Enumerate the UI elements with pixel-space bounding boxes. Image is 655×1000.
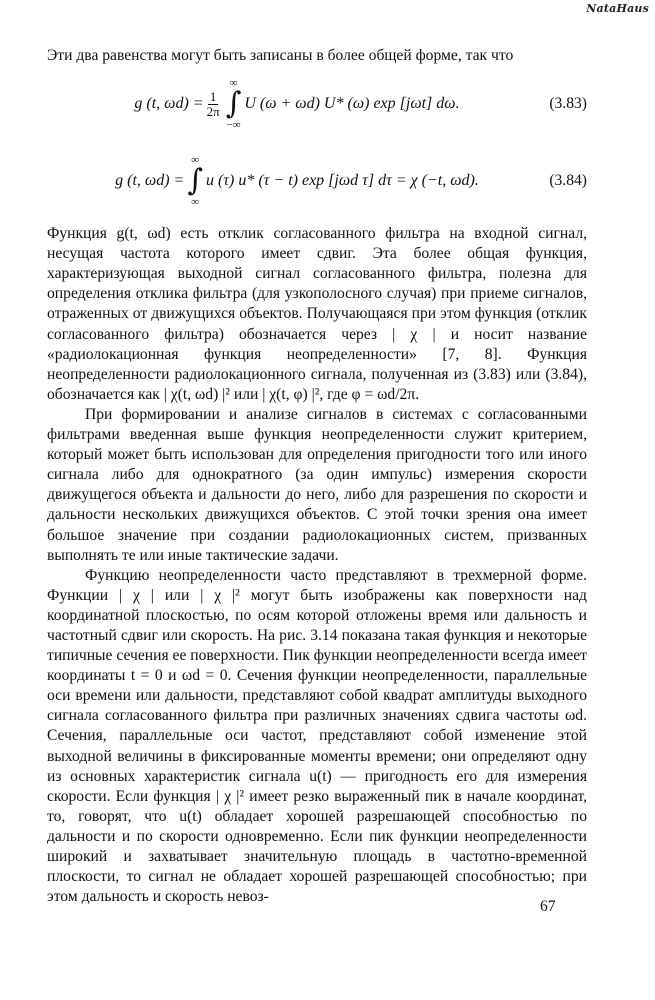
equation-3-83 xyxy=(47,72,587,136)
eq1-number: (3.83) xyxy=(549,95,587,113)
page-content xyxy=(47,46,587,907)
eq2-integral-icon: ∞ ∫ ∞ xyxy=(187,154,203,209)
eq1-fraction xyxy=(207,90,220,119)
paragraph-definition: Функция g(t, ωd) есть отклик согласованного фильтра на входной сигнал, несущая частота которого имеет сдвиг. Эта более общая функция, характеризующая выходной сигнал согласованного фильтра, полезна для определения отклика фильтра (для узкополосного случая) при приеме сигналов, отраженных от движущихся объектов. Получающаяся при этом функция (отклик согласованного фильтра) обозначается через | χ | и носит название «радиолокационная функция неопределенности» [7, 8]. Функция неопределенности радиолокационного сигнала, полученная из (3.83) или (3.84), обозначается как | χ(t, ωd) |² или | χ(t, φ) |², где φ = ωd/2π. xyxy=(47,225,587,403)
eq2-upper-limit: ∞ xyxy=(191,154,200,167)
eq2-integrand: u (τ) u* (τ − t) exp [jωd τ] dτ = χ (−t, ωd). xyxy=(205,172,479,190)
page-number: 67 xyxy=(540,898,556,915)
intro-text: Эти два равенства могут быть записаны в более общей форме, так что xyxy=(47,47,514,64)
paragraph-criterion: При формировании и анализе сигналов в системах с согласованными фильтрами введенная выше функция неопределенности служит критерием, который может быть использован для определения пригодности того или иного сигнала либо для однократного (за один импульс) измерения скорости движущегося объекта и дальности до него, либо для разрешения по скорости и дальности нескольких движущихся объектов. С этой точки зрения она имеет большое значение при создании радиолокационных систем, призванных выполнять те или иные тактические задачи. xyxy=(47,405,587,564)
eq1-upper-limit: ∞ xyxy=(229,77,238,90)
eq1-integrand: U (ω + ωd) U* (ω) exp [jωt] dω. xyxy=(244,95,460,113)
eq1-lhs: g (t, ωd) = xyxy=(134,95,204,113)
eq2-lhs: g (t, ωd) = xyxy=(115,172,185,190)
publisher-watermark: NataHaus xyxy=(586,2,649,15)
paragraph-3d-form: Функцию неопределенности часто представляют в трехмерной форме. Функции | χ | или | χ |² могут быть изображены как поверхности над координатной плоскостью, по осям которой отложены время или дальность и частотный сдвиг или скорость. На рис. 3.14 показана такая функция и некоторые типичные сечения ее поверхности. Пик функции неопределенности всегда имеет координаты t = 0 и ωd = 0. Сечения функции неопределенности, параллельные оси времени или дальности, представляют собой квадрат амплитуды выходного сигнала согласованного фильтра при различных значениях сдвига частоты ωd. Сечения, параллельные оси частот, представляют собой изменение этой выходной величины в фиксированные моменты времени; они определяют одну из основных характеристик сигнала u(t) — пригодность его для измерения скорости. Если функция | χ |² имеет резко выраженный пик в начале координат, то, говорят, что u(t) обладает хорошей разрешающей способностью по дальности и по скорости одновременно. Если пик функции неопределенности широкий и захватывает значительную площадь в частотно-временной плоскости, то сигнал не обладает хорошей разрешающей способностью; при этом дальность и скорость невоз- xyxy=(47,566,587,906)
eq1-frac-numerator: 1 xyxy=(209,88,217,104)
eq1-lower-limit: −∞ xyxy=(226,119,241,132)
eq2-number: (3.84) xyxy=(549,172,587,190)
equation-3-84 xyxy=(47,146,587,216)
eq1-frac-denominator: 2π xyxy=(206,103,220,119)
eq1-integral-icon: ∞ ∫ −∞ xyxy=(225,77,242,132)
eq2-lower-limit: ∞ xyxy=(191,196,200,209)
